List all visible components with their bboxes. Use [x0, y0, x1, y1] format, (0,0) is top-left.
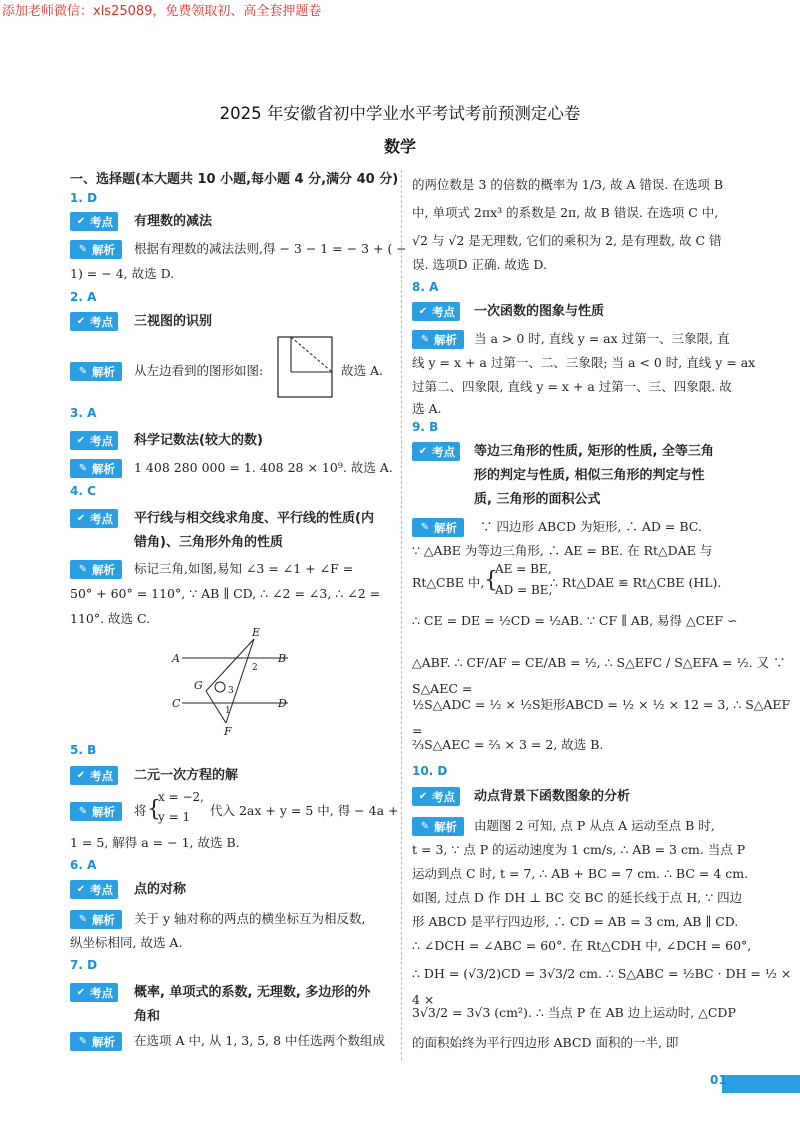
- question-number: 5. B: [70, 743, 97, 757]
- knowledge-point: 科学记数法(较大的数): [134, 433, 263, 448]
- question-number: 7. D: [70, 958, 98, 972]
- analysis-text: 中, 单项式 2πx³ 的系数是 2π, 故 B 错误. 在选项 C 中,: [412, 205, 719, 220]
- question-number: 4. C: [70, 484, 96, 498]
- pencil-icon: ✎: [78, 563, 88, 575]
- knowledge-point: 错角)、三角形外角的性质: [134, 535, 283, 550]
- kaodian-badge: ✔ 考点: [70, 983, 118, 1002]
- question-number: 2. A: [70, 290, 97, 304]
- analysis-text: ⅔S△AEC = ⅔ × 3 = 2, 故选 B.: [412, 737, 604, 752]
- analysis-text: 由题图 2 可知, 点 P 从点 A 运动至点 B 时,: [474, 818, 715, 833]
- question-number: 9. B: [412, 420, 439, 434]
- check-icon: ✔: [76, 769, 86, 781]
- check-icon: ✔: [76, 512, 86, 524]
- pencil-icon: ✎: [78, 365, 88, 377]
- knowledge-point: 点的对称: [134, 882, 187, 897]
- knowledge-point: 等边三角形的性质, 矩形的性质, 全等三角: [474, 444, 714, 459]
- equation-line: AE = BE,: [495, 562, 552, 576]
- question-number: 6. A: [70, 858, 97, 872]
- analysis-text: 运动到点 C 时, t = 7, ∴ AB + BC = 7 cm. ∴ BC = 4 cm.: [412, 866, 749, 881]
- knowledge-point: 形的判定与性质, 相似三角形的判定与性: [474, 468, 705, 483]
- system-brace: {: [484, 568, 498, 593]
- analysis-text: 3√3/2 = 3√3 (cm²). ∴ 当点 P 在 AB 边上运动时, △CDP: [412, 1005, 736, 1020]
- angle-label: 2: [252, 663, 258, 673]
- question-number: 10. D: [412, 764, 448, 778]
- knowledge-point: 角和: [134, 1009, 161, 1024]
- analysis-text: 形 ABCD 是平行四边形, ∴ CD = AB = 3 cm, AB ∥ CD.: [412, 914, 739, 929]
- kaodian-badge: ✔ 考点: [412, 787, 460, 806]
- jiexi-badge: ✎ 解析: [70, 910, 122, 929]
- knowledge-point: 有理数的减法: [134, 214, 213, 229]
- kaodian-badge: ✔ 考点: [70, 212, 118, 231]
- analysis-text: Rt△CBE 中,: [412, 575, 485, 590]
- analysis-text: 代入 2ax + y = 5 中, 得 − 4a +: [210, 803, 399, 818]
- pencil-icon: ✎: [420, 521, 430, 533]
- analysis-text: 将: [134, 803, 147, 818]
- kaodian-badge: ✔ 考点: [70, 766, 118, 785]
- question-number: 8. A: [412, 280, 439, 294]
- pencil-icon: ✎: [78, 805, 88, 817]
- analysis-text: 标记三角,如图,易知 ∠3 = ∠1 + ∠F =: [134, 561, 354, 576]
- question-number: 3. A: [70, 406, 97, 420]
- pencil-icon: ✎: [78, 1035, 88, 1047]
- check-icon: ✔: [76, 883, 86, 895]
- point-label: G: [194, 679, 203, 692]
- analysis-text: 根据有理数的减法法则,得 − 3 − 1 = − 3 + ( −: [134, 241, 407, 256]
- analysis-text: 110°. 故选 C.: [70, 611, 151, 626]
- question-number: 1. D: [70, 191, 98, 205]
- point-label: E: [252, 626, 261, 639]
- three-view-figure: [277, 336, 333, 398]
- kaodian-badge: ✔ 考点: [412, 302, 460, 321]
- analysis-text: 故选 A.: [341, 363, 383, 378]
- equation-line: y = 1: [158, 810, 191, 824]
- kaodian-badge: ✔ 考点: [70, 431, 118, 450]
- page-title: 2025 年安徽省初中学业水平考试考前预测定心卷: [219, 104, 581, 123]
- jiexi-badge: ✎ 解析: [70, 240, 122, 259]
- analysis-text: 从左边看到的图形如图:: [134, 363, 264, 378]
- jiexi-badge: ✎ 解析: [70, 362, 122, 381]
- analysis-text: ∵ △ABE 为等边三角形, ∴ AE = BE. 在 Rt△DAE 与: [412, 543, 713, 558]
- equation-line: x = −2,: [158, 790, 204, 804]
- watermark-text: 添加老师微信：xls25089，免费领取初、高全套押题卷: [2, 4, 322, 19]
- knowledge-point: 动点背景下函数图象的分析: [474, 789, 631, 804]
- knowledge-point: 质, 三角形的面积公式: [474, 492, 601, 507]
- analysis-text: 50° + 60° = 110°, ∵ AB ∥ CD, ∴ ∠2 = ∠3, ∴ ∠2 =: [70, 586, 381, 601]
- subject-title: 数学: [383, 137, 416, 156]
- knowledge-point: 三视图的识别: [134, 314, 213, 329]
- check-icon: ✔: [418, 790, 428, 802]
- point-label: F: [224, 725, 232, 737]
- analysis-text: 关于 y 轴对称的两点的横坐标互为相反数,: [134, 911, 366, 926]
- equation-line: AD = BE,: [495, 583, 553, 597]
- analysis-text: 的两位数是 3 的倍数的概率为 1/3, 故 A 错误. 在选项 B: [412, 177, 724, 192]
- check-icon: ✔: [76, 215, 86, 227]
- jiexi-badge: ✎ 解析: [70, 1032, 122, 1051]
- point-label: C: [172, 697, 181, 710]
- jiexi-badge: ✎ 解析: [412, 817, 464, 836]
- analysis-text: ∴ DH = (√3/2)CD = 3√3/2 cm. ∴ S△ABC = ½BC · DH = ½ × 4 ×: [412, 966, 792, 1007]
- check-icon: ✔: [76, 986, 86, 998]
- kaodian-badge: ✔ 考点: [412, 442, 460, 461]
- pencil-icon: ✎: [420, 820, 430, 832]
- check-icon: ✔: [418, 305, 428, 317]
- footer-bar: [722, 1075, 800, 1093]
- analysis-text: ½S△ADC = ½ × ½S矩形ABCD = ½ × ½ × 12 = 3, ∴ S△AEF =: [412, 697, 791, 738]
- analysis-text: 过第二、四象限, 直线 y = x + a 过第一、三、四象限. 故: [412, 379, 732, 394]
- analysis-text: ∴ CE = DE = ½CD = ½AB. ∵ CF ∥ AB, 易得 △CEF ∽: [412, 613, 738, 628]
- pencil-icon: ✎: [78, 913, 88, 925]
- analysis-text: 如图, 过点 D 作 DH ⊥ BC 交 BC 的延长线于点 H, ∵ 四边: [412, 890, 743, 905]
- knowledge-point: 二元一次方程的解: [134, 768, 239, 783]
- analysis-text: 误. 选项D 正确. 故选 D.: [412, 257, 547, 272]
- knowledge-point: 一次函数的图象与性质: [474, 304, 605, 319]
- system-brace: {: [147, 797, 161, 822]
- point-label: D: [278, 697, 287, 710]
- kaodian-badge: ✔ 考点: [70, 880, 118, 899]
- check-icon: ✔: [76, 434, 86, 446]
- jiexi-badge: ✎ 解析: [70, 459, 122, 478]
- analysis-text: √2 与 √2 是无理数, 它们的乘积为 2, 是有理数, 故 C 错: [412, 233, 722, 248]
- analysis-text: t = 3, ∵ 点 P 的运动速度为 1 cm/s, ∴ AB = 3 cm. 当点 P: [412, 842, 746, 857]
- knowledge-point: 概率, 单项式的系数, 无理数, 多边形的外: [134, 985, 371, 1000]
- pencil-icon: ✎: [420, 333, 430, 345]
- analysis-text: 选 A.: [412, 401, 442, 416]
- angle-label: 1: [225, 706, 231, 716]
- knowledge-point: 平行线与相交线求角度、平行线的性质(内: [134, 511, 374, 526]
- analysis-text: 线 y = x + a 过第一、二、三象限; 当 a < 0 时, 直线 y = ax: [412, 355, 756, 370]
- page-number: 01: [710, 1073, 727, 1087]
- check-icon: ✔: [418, 445, 428, 457]
- analysis-text: 1 = 5, 解得 a = − 1, 故选 B.: [70, 835, 240, 850]
- section-heading: 一、选择题(本大题共 10 小题,每小题 4 分,满分 40 分): [70, 172, 399, 187]
- analysis-text: △ABF. ∴ CF/AF = CE/AB = ½, ∴ S△EFC / S△EFA = ½. 又 ∵ S△AEC =: [412, 655, 786, 696]
- parallel-lines-figure: [168, 625, 298, 737]
- jiexi-badge: ✎ 解析: [412, 330, 464, 349]
- jiexi-badge: ✎ 解析: [412, 518, 464, 537]
- check-icon: ✔: [76, 315, 86, 327]
- point-label: A: [172, 652, 180, 665]
- jiexi-badge: ✎ 解析: [70, 802, 122, 821]
- analysis-text: ∴ ∠DCH = ∠ABC = 60°. 在 Rt△CDH 中, ∠DCH = 60°,: [412, 938, 752, 953]
- analysis-text: 当 a > 0 时, 直线 y = ax 过第一、三象限, 直: [474, 331, 730, 346]
- analysis-text: 1) = − 4, 故选 D.: [70, 266, 175, 281]
- point-label: B: [278, 652, 287, 665]
- analysis-text: 在选项 A 中, 从 1, 3, 5, 8 中任选两个数组成: [134, 1033, 386, 1048]
- analysis-text: 纵坐标相同, 故选 A.: [70, 935, 183, 950]
- analysis-text: 的面积始终为平行四边形 ABCD 面积的一半, 即: [412, 1035, 679, 1050]
- angle-label: 3: [228, 686, 234, 696]
- kaodian-badge: ✔ 考点: [70, 509, 118, 528]
- pencil-icon: ✎: [78, 243, 88, 255]
- column-divider: [401, 170, 402, 1060]
- analysis-text: ∵ 四边形 ABCD 为矩形, ∴ AD = BC.: [480, 519, 702, 534]
- analysis-text: ∴ Rt△DAE ≌ Rt△CBE (HL).: [550, 575, 722, 590]
- pencil-icon: ✎: [78, 462, 88, 474]
- jiexi-badge: ✎ 解析: [70, 560, 122, 579]
- analysis-text: 1 408 280 000 = 1. 408 28 × 10⁹. 故选 A.: [134, 460, 393, 475]
- kaodian-badge: ✔ 考点: [70, 312, 118, 331]
